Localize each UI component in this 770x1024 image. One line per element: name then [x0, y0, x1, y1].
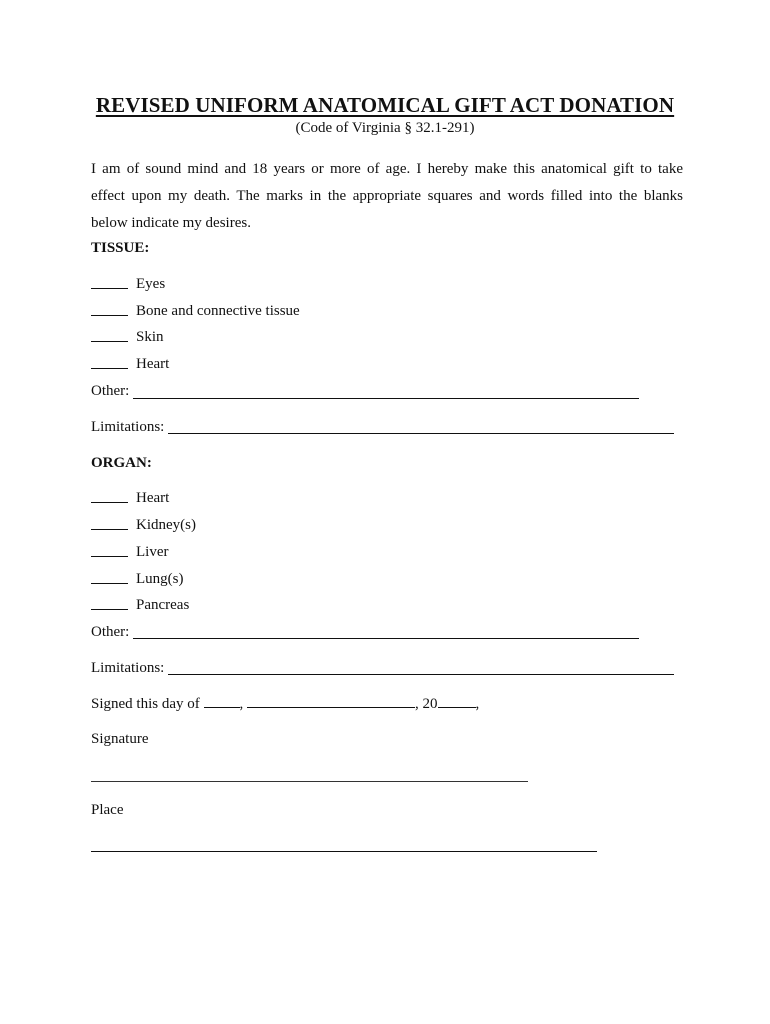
item-label: Eyes	[136, 276, 166, 292]
checkbox-blank[interactable]	[91, 597, 128, 610]
signature-field[interactable]	[91, 781, 528, 782]
checkbox-blank[interactable]	[91, 276, 128, 289]
signed-end: ,	[475, 696, 480, 712]
checkbox-blank[interactable]	[91, 517, 128, 530]
organ-other-field[interactable]	[133, 638, 639, 639]
tissue-other-label: Other:	[91, 383, 130, 399]
signed-prefix: Signed this day of	[91, 696, 200, 712]
intro-line: effect upon my death. The marks in the appropriate squares and words filled into the blanks	[91, 187, 683, 204]
checkbox-blank[interactable]	[91, 303, 128, 316]
checkbox-blank[interactable]	[91, 490, 128, 503]
checkbox-blank[interactable]	[91, 544, 128, 557]
tissue-item-skin	[91, 329, 164, 347]
item-label: Liver	[136, 544, 169, 560]
year-prefix: , 20	[415, 696, 438, 712]
organ-item-liver	[91, 544, 169, 562]
item-label: Heart	[136, 356, 170, 372]
signed-comma: ,	[239, 696, 244, 712]
document-subtitle: (Code of Virginia § 32.1-291)	[295, 120, 475, 136]
place-field[interactable]	[91, 851, 597, 852]
year-field[interactable]	[438, 695, 476, 708]
tissue-other-field[interactable]	[133, 398, 639, 399]
item-label: Kidney(s)	[136, 517, 196, 533]
organ-item-kidneys	[91, 517, 196, 535]
place-label: Place	[91, 802, 124, 818]
tissue-limitations-field[interactable]	[168, 433, 674, 434]
intro-line: I am of sound mind and 18 years or more of age. I hereby make this anatomical gift to take	[91, 161, 683, 177]
tissue-item-bone	[91, 303, 300, 321]
day-field[interactable]	[204, 695, 240, 708]
checkbox-blank[interactable]	[91, 329, 128, 342]
organ-other-label: Other:	[91, 624, 130, 640]
month-field[interactable]	[247, 695, 415, 708]
tissue-item-heart	[91, 356, 170, 374]
item-label: Bone and connective tissue	[136, 303, 300, 319]
item-label: Heart	[136, 490, 170, 506]
tissue-limitations-label: Limitations:	[91, 419, 165, 435]
signature-label: Signature	[91, 731, 149, 747]
checkbox-blank[interactable]	[91, 356, 128, 369]
organ-limitations-label: Limitations:	[91, 660, 165, 676]
intro-line: below indicate my desires.	[91, 214, 251, 231]
tissue-heading: TISSUE:	[91, 240, 150, 256]
organ-item-pancreas	[91, 597, 190, 615]
tissue-item-eyes	[91, 276, 166, 294]
organ-item-lungs	[91, 571, 184, 589]
item-label: Skin	[136, 329, 164, 345]
intro-paragraph	[91, 156, 683, 236]
organ-item-heart	[91, 490, 170, 508]
item-label: Lung(s)	[136, 571, 184, 587]
signed-date-line	[91, 695, 479, 713]
organ-heading: ORGAN:	[91, 455, 152, 471]
document-title: REVISED UNIFORM ANATOMICAL GIFT ACT DONATION	[95, 93, 675, 117]
organ-limitations-field[interactable]	[168, 674, 674, 675]
item-label: Pancreas	[136, 597, 190, 613]
checkbox-blank[interactable]	[91, 571, 128, 584]
